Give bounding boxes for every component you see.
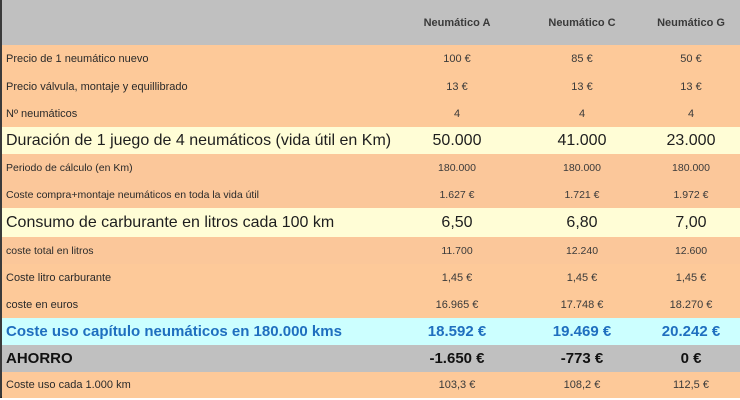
- row-label: Coste compra+montaje neumáticos en toda la vida útil: [6, 188, 260, 201]
- row-label: Precio de 1 neumático nuevo: [6, 53, 149, 65]
- value-tire-c: 108,2 €: [563, 379, 601, 391]
- row-tire-count: [2, 100, 740, 127]
- value-tire-c: 85 €: [571, 53, 593, 65]
- row-label: coste total en litros: [6, 244, 94, 257]
- value-tire-a: 18.592 €: [427, 323, 487, 340]
- value-tire-g: 20.242 €: [661, 323, 721, 340]
- row-mounting-price: [2, 73, 740, 100]
- row-label: Consumo de carburante en litros cada 100 km: [6, 213, 335, 231]
- row-cost-per-1000km: [2, 372, 740, 398]
- value-tire-g: 50 €: [680, 53, 702, 65]
- value-tire-a: 11.700: [441, 244, 473, 257]
- value-tire-a: 1.627 €: [439, 188, 475, 201]
- value-tire-g: 4: [687, 107, 695, 120]
- row-label: Nº neumáticos: [6, 107, 78, 120]
- value-tire-a: 6,50: [441, 213, 473, 231]
- value-tire-c: 4: [578, 107, 586, 120]
- value-tire-g: 1.972 €: [673, 188, 709, 201]
- value-tire-c: 1,45 €: [566, 271, 598, 284]
- value-tire-c: 1.721 €: [564, 188, 600, 201]
- value-tire-g: 1,45 €: [675, 271, 707, 284]
- value-tire-a: 13 €: [446, 80, 468, 93]
- value-tire-g: 18.270 €: [669, 298, 713, 311]
- value-tire-a: 180.000: [438, 161, 476, 174]
- value-tire-c: 13 €: [571, 80, 593, 93]
- value-tire-c: 12.240: [565, 244, 599, 257]
- row-total-usage-cost: [2, 318, 740, 345]
- row-label: Precio válvula, montaje y equillibrado: [6, 80, 188, 93]
- row-label: Coste uso capítulo neumáticos en 180.000 kms: [6, 323, 342, 340]
- column-header-tire-c: Neumático C: [548, 16, 616, 29]
- value-tire-c: 6,80: [566, 213, 598, 231]
- row-purchase-cost: [2, 181, 740, 208]
- value-tire-g: 0 €: [680, 350, 702, 367]
- value-tire-g: 180.000: [672, 161, 710, 174]
- row-calc-period: [2, 154, 740, 181]
- row-fuel-price: [2, 264, 740, 291]
- row-label: coste en euros: [6, 298, 79, 311]
- value-tire-a: 1,45 €: [441, 271, 473, 284]
- row-label: Duración de 1 juego de 4 neumáticos (vida útil en Km): [6, 131, 392, 149]
- value-tire-a: 100 €: [443, 53, 471, 65]
- value-tire-c: -773 €: [560, 350, 604, 367]
- row-fuel-consumption: [2, 208, 740, 237]
- row-label: Periodo de cálculo (en Km): [6, 161, 133, 174]
- value-tire-g: 112,5 €: [673, 379, 709, 391]
- value-tire-c: 180.000: [563, 161, 601, 174]
- row-tire-price: [2, 45, 740, 73]
- value-tire-c: 19.469 €: [552, 323, 612, 340]
- value-tire-c: 41.000: [557, 131, 607, 149]
- value-tire-g: 12.600: [674, 244, 708, 257]
- value-tire-a: 16.965 €: [435, 298, 479, 311]
- row-fuel-cost-euros: [2, 291, 740, 318]
- column-header-tire-g: Neumático G: [657, 16, 725, 29]
- column-header-tire-a: Neumático A: [423, 16, 491, 29]
- row-label: Coste uso cada 1.000 km: [6, 379, 131, 391]
- header-row: [2, 0, 740, 45]
- value-tire-g: 23.000: [666, 131, 716, 149]
- value-tire-a: 50.000: [432, 131, 482, 149]
- row-savings: [2, 345, 740, 372]
- row-tire-lifespan: [2, 127, 740, 154]
- value-tire-a: 4: [453, 107, 461, 120]
- value-tire-g: 13 €: [680, 80, 702, 93]
- value-tire-c: 17.748 €: [560, 298, 604, 311]
- value-tire-a: -1.650 €: [429, 350, 485, 367]
- row-label: Coste litro carburante: [6, 271, 112, 284]
- value-tire-g: 7,00: [675, 213, 707, 231]
- row-label: AHORRO: [6, 350, 73, 367]
- value-tire-a: 103,3 €: [438, 379, 476, 391]
- row-total-liters: [2, 237, 740, 264]
